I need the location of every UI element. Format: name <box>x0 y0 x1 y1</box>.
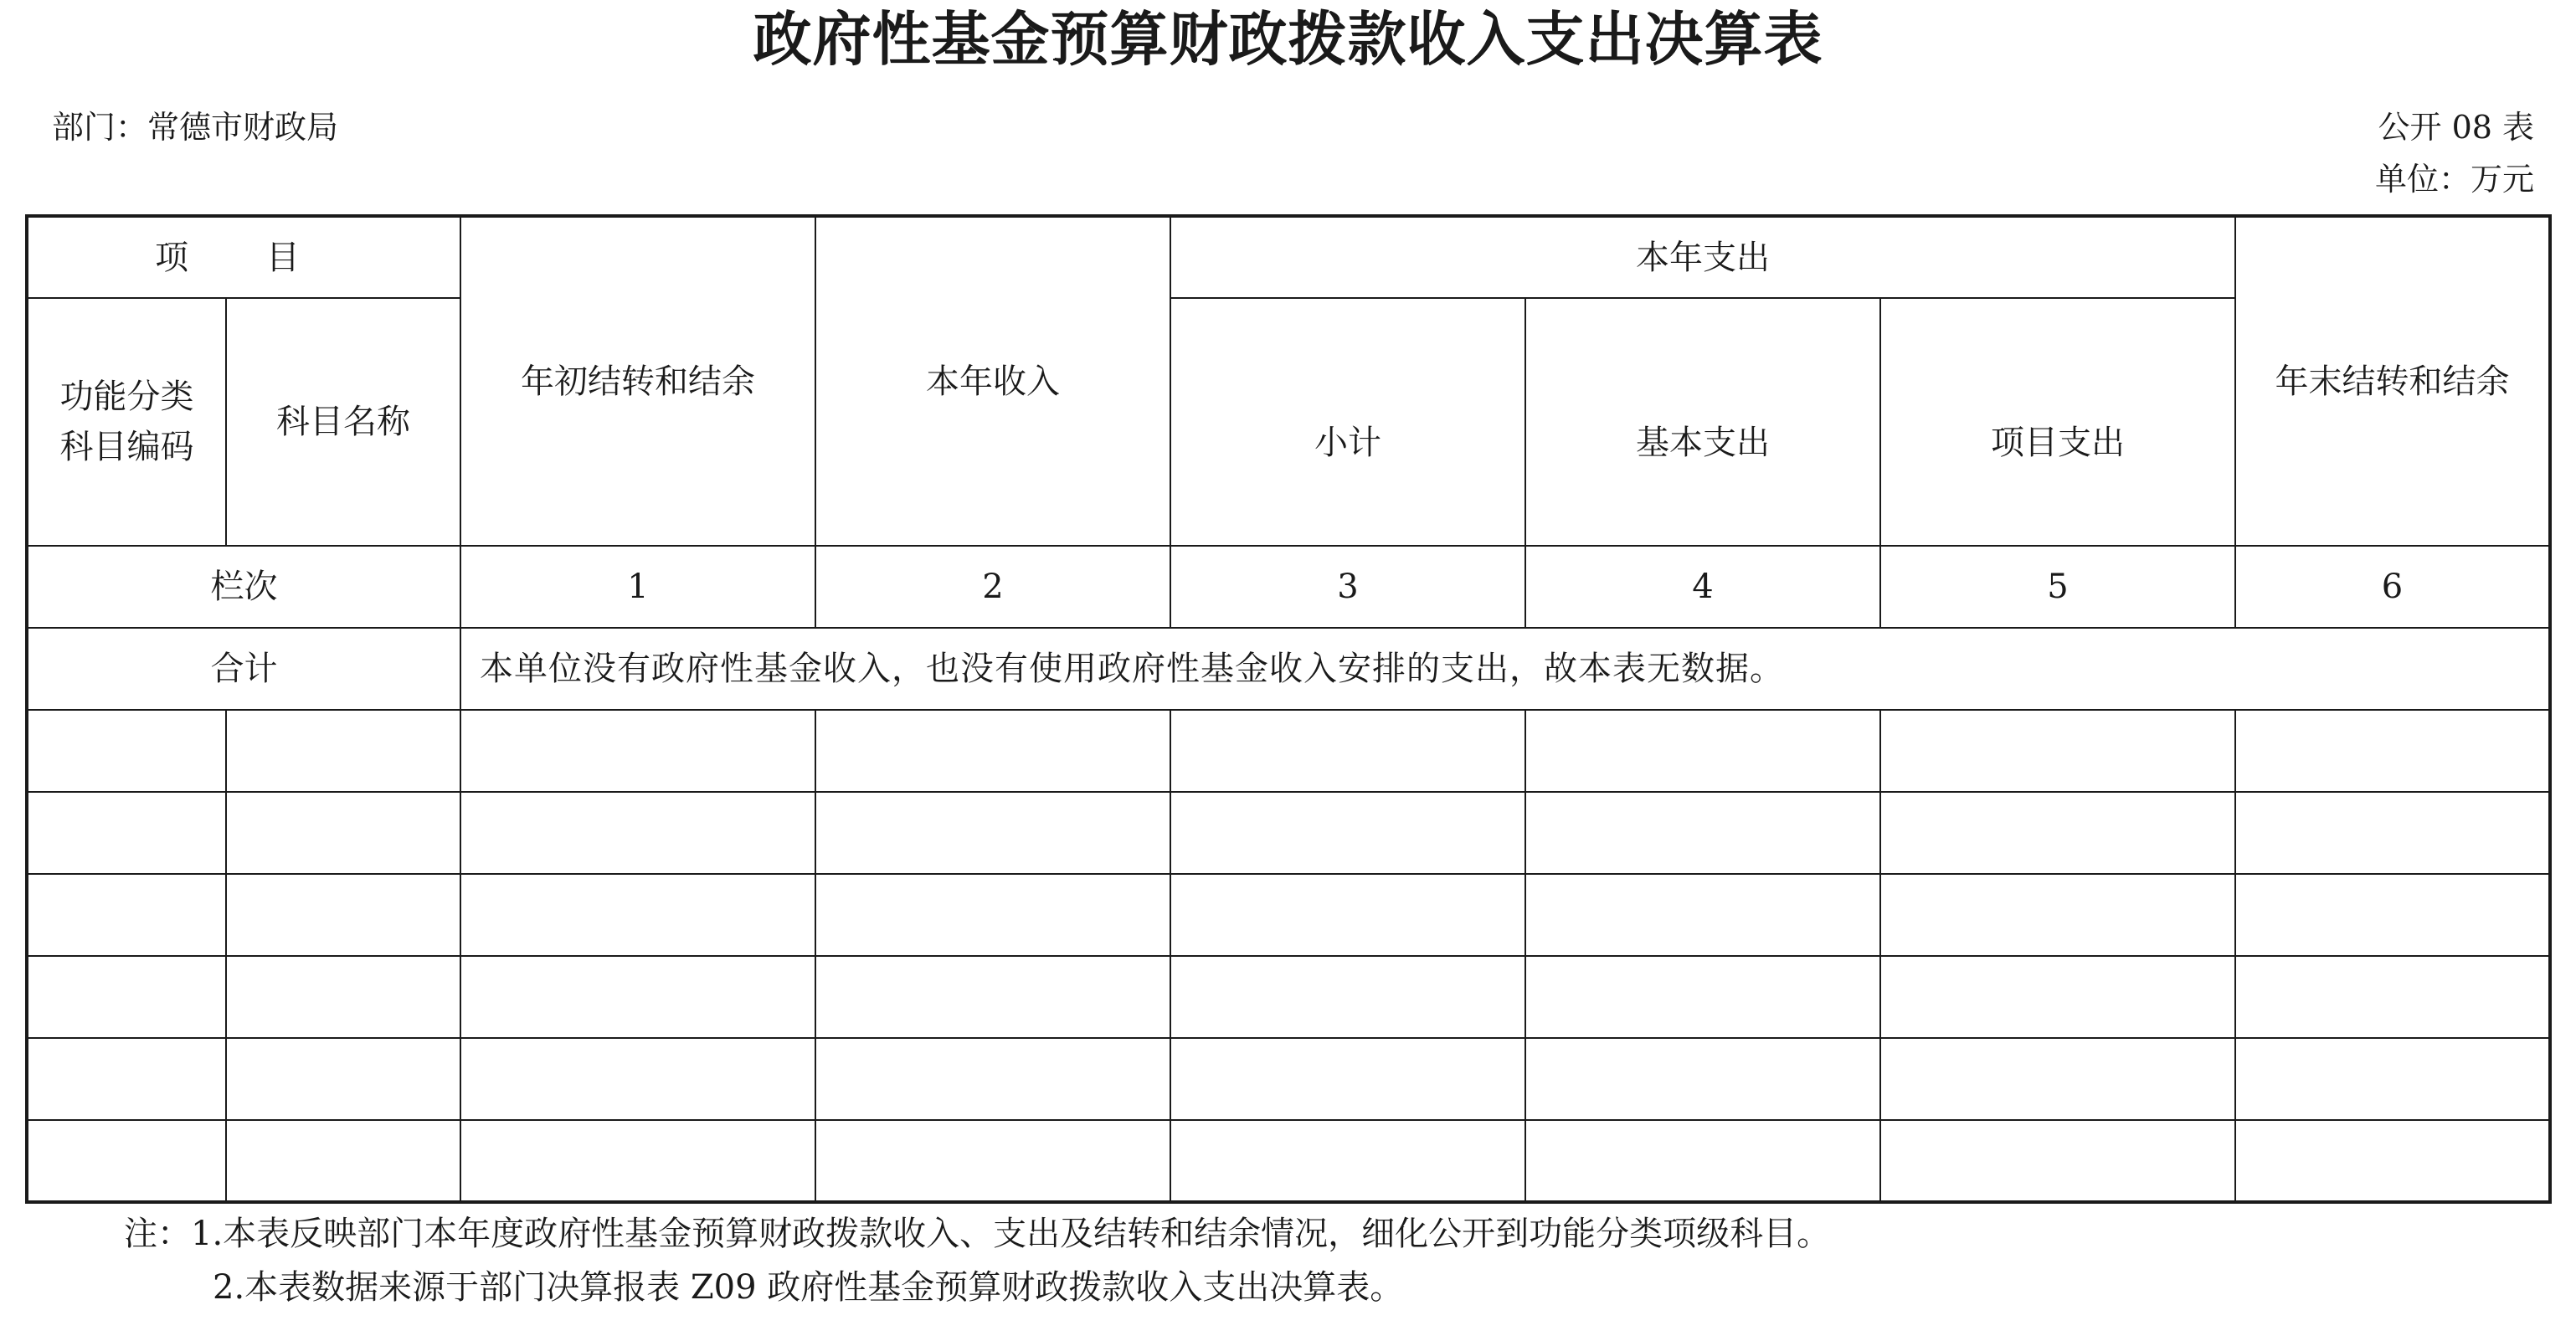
column-number: 6 <box>2235 546 2550 628</box>
column-number: 5 <box>1880 546 2235 628</box>
department-label: 部门：常德市财政局 <box>52 109 339 146</box>
header-subtotal: 小计 <box>1170 298 1525 546</box>
column-number: 3 <box>1170 546 1525 628</box>
table-row <box>27 1120 2550 1202</box>
table-row <box>27 1038 2550 1120</box>
table-row <box>27 956 2550 1038</box>
total-row <box>27 628 2550 710</box>
column-number: 1 <box>460 546 815 628</box>
header-begin-balance: 年初结转和结余 <box>460 216 815 546</box>
header-project: 项 目 <box>27 216 460 298</box>
table-row <box>27 874 2550 956</box>
page-title: 政府性基金预算财政拨款收入支出决算表 <box>753 4 1823 74</box>
column-number-row <box>27 546 2550 628</box>
header-func-code <box>27 298 226 546</box>
table-row <box>27 792 2550 874</box>
unit-label: 单位：万元 <box>2374 161 2534 198</box>
header-subject-name: 科目名称 <box>226 298 460 546</box>
budget-table <box>25 214 2552 1204</box>
column-number: 4 <box>1525 546 1880 628</box>
footnote-1: 注：1.本表反映部门本年度政府性基金预算财政拨款收入、支出及结转和结余情况，细化公开到功能分类项级科目。 <box>124 1215 1831 1253</box>
table-row <box>27 710 2550 792</box>
form-number: 公开 08 表 <box>2378 109 2534 146</box>
total-note: 本单位没有政府性基金收入，也没有使用政府性基金收入安排的支出，故本表无数据。 <box>460 628 2550 710</box>
header-func-code-line2: 科目编码 <box>59 428 194 466</box>
header-basic: 基本支出 <box>1525 298 1880 546</box>
header-project-exp: 项目支出 <box>1880 298 2235 546</box>
header-income: 本年收入 <box>815 216 1170 546</box>
total-label: 合计 <box>27 628 460 710</box>
header-func-code-line1: 功能分类 <box>59 378 194 416</box>
footnotes <box>124 1207 1830 1314</box>
column-number: 2 <box>815 546 1170 628</box>
column-label: 栏次 <box>27 546 460 628</box>
footnote-2: 2.本表数据来源于部门决算报表 Z09 政府性基金预算财政拨款收入支出决算表。 <box>213 1268 1404 1307</box>
header-end-balance: 年末结转和结余 <box>2235 216 2550 546</box>
header-expense: 本年支出 <box>1170 216 2235 298</box>
